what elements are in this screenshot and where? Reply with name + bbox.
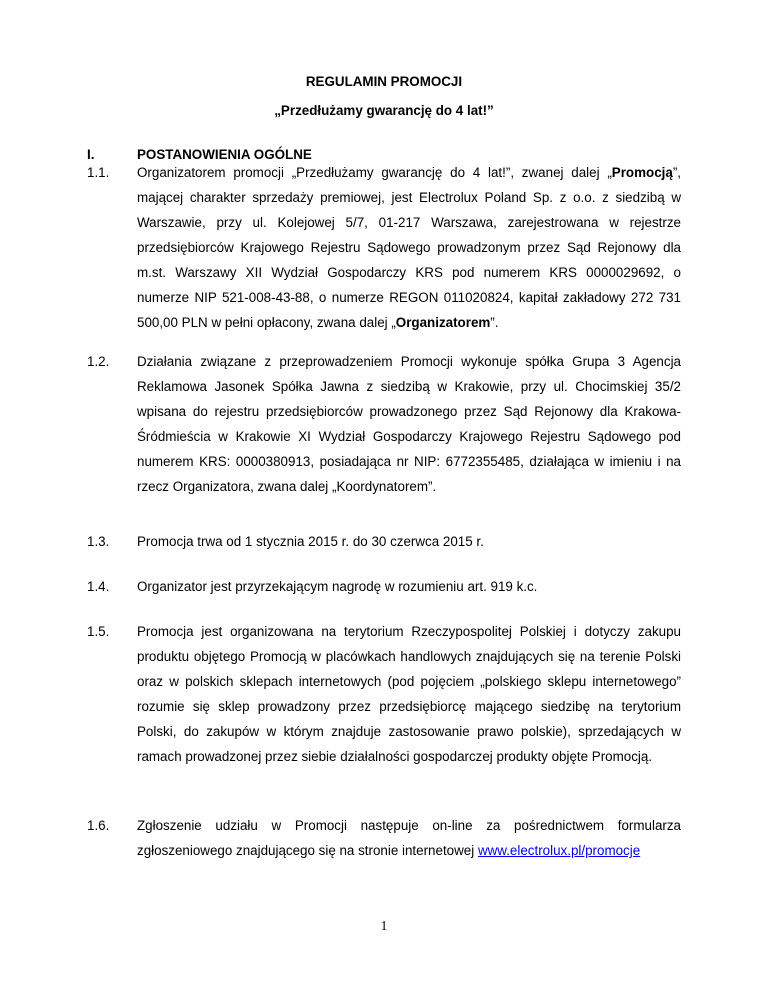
paragraph-text — [137, 813, 681, 863]
paragraph-number: 1.1. — [87, 165, 110, 180]
text-part: Zgłoszenie udziału w Promocji następuje on-line za pośrednictwem formularza zgłoszeniowego znajdującego się na stronie internetowej — [137, 818, 681, 858]
text-part: ”, mającej charakter sprzedaży premiowej, jest Electrolux Poland Sp. z o.o. z siedzibą w Warszawie, przy ul. Kolejowej 5/7, 01-217 Warszawa, zarejestrowana w rejestrze przedsiębiorców Krajowego Rejestru Sądowego prowadzonym przez Sąd Rejonowy dla m.st. Warszawy XII Wydział Gospodarczy KRS pod numerem KRS 0000029692, o numerze NIP 521-008-43-88, o numerze REGON 011020824, kapitał zakładowy 272 731 500,00 PLN w pełni opłacony, zwana dalej „ — [137, 165, 681, 330]
page-number: 1 — [380, 918, 388, 933]
paragraph-text: Promocja jest organizowana na terytorium Rzeczypospolitej Polskiej i dotyczy zakupu produktu objętego Promocją w placówkach handlowych znajdujących się na terenie Polski oraz w polskich sklepach internetowych (pod pojęciem „polskiego sklepu internetowego” rozumie się sklep prowadzony przez przedsiębiorcę mającego siedzibę na terytorium Polski, do zakupów w którym znajduje zastosowanie prawo polskie), sprzedających w ramach prowadzonej przez siebie działalności gospodarczej produkty objęte Promocją. — [137, 624, 681, 764]
promotion-website-link[interactable]: www.electrolux.pl/promocje — [477, 843, 641, 858]
paragraph-number: 1.4. — [87, 579, 110, 594]
text-part: Organizatorem promocji „Przedłużamy gwarancję do 4 lat!”, zwanej dalej „ — [137, 165, 612, 180]
promotion-name: „Przedłużamy gwarancję do 4 lat!” — [274, 103, 494, 118]
paragraph-number: 1.3. — [87, 534, 110, 549]
paragraph-text: Działania związane z przeprowadzeniem Promocji wykonuje spółka Grupa 3 Agencja Reklamowa Jasonek Spółka Jawna z siedzibą w Krakowie, przy ul. Chocimskiej 35/2 wpisana do rejestru przedsiębiorców prowadzonego przez Sąd Rejonowy dla Krakowa-Śródmieścia w Krakowie XI Wydział Gospodarczy Krajowego Rejestru Sądowego pod numerem KRS: 0000380913, posiadająca nr NIP: 6772355485, działająca w imieniu i na rzecz Organizatora, zwana dalej „Koordynatorem”. — [137, 354, 681, 494]
paragraph-text — [137, 160, 681, 335]
section-title: POSTANOWIENIA OGÓLNE — [137, 147, 312, 162]
defined-term-promocja: Promocją — [611, 165, 673, 180]
paragraph-number: 1.6. — [87, 818, 110, 833]
text-part: ”. — [490, 315, 499, 330]
paragraph-number: 1.2. — [87, 354, 110, 369]
section-number: I. — [87, 147, 95, 162]
document-title: REGULAMIN PROMOCJI — [305, 74, 463, 89]
paragraph-text: Promocja trwa od 1 stycznia 2015 r. do 30 czerwca 2015 r. — [137, 534, 484, 549]
paragraph-number: 1.5. — [87, 624, 110, 639]
defined-term-organizator: Organizatorem — [395, 315, 491, 330]
paragraph-text: Organizator jest przyrzekającym nagrodę w rozumieniu art. 919 k.c. — [137, 579, 538, 594]
